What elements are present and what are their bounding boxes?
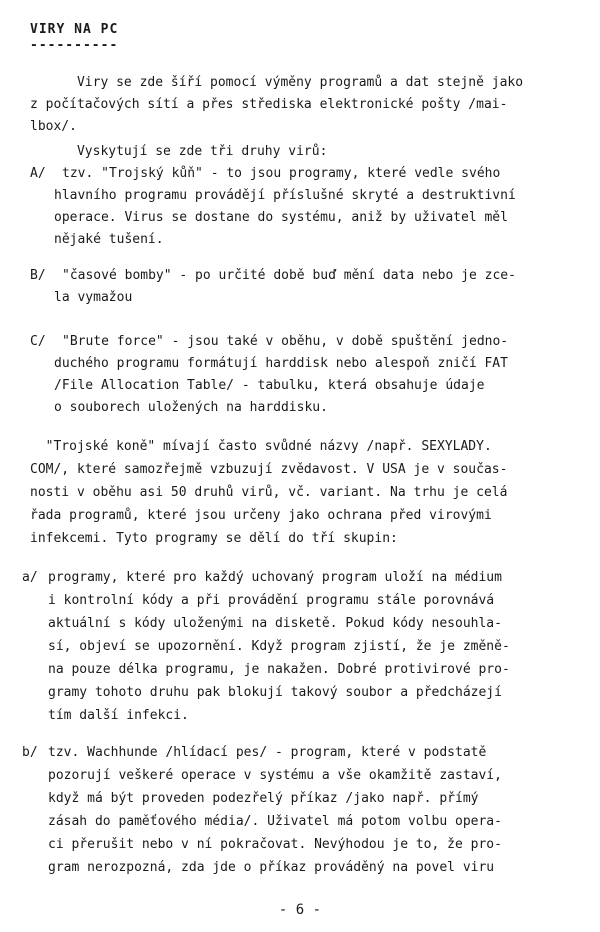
list-marker: b/ [22, 745, 38, 760]
list-marker: a/ [22, 570, 38, 585]
text-line: gramy tohoto druhu pak blokují takový soubor a předcházejí [48, 685, 502, 700]
text-line: "časové bomby" - po určité době buď mění data nebo je zce- [62, 268, 516, 283]
types-intro: Vyskytují se zde tři druhy virů: [30, 144, 328, 159]
text-line: na pouze délka programu, je nakažen. Dobré protivirové pro- [48, 662, 510, 677]
text-line: "Brute force" - jsou také v oběhu, v době spuštění jedno- [62, 334, 509, 349]
text-line: tzv. "Trojský kůň" - to jsou programy, které vedle svého [62, 166, 501, 181]
title-underline: ---------- [30, 38, 119, 53]
list-marker: A/ [30, 166, 46, 181]
text-line: z počítačových sítí a přes střediska elektronické pošty /mai- [30, 97, 508, 112]
text-line: operace. Virus se dostane do systému, aniž by uživatel měl [54, 210, 508, 225]
text-line: infekcemi. Tyto programy se dělí do tří skupin: [30, 531, 398, 546]
text-line: lbox/. [30, 119, 77, 134]
text-line: Viry se zde šíří pomocí výměny programů a dat stejně jako [30, 75, 524, 90]
text-line: la vymažou [54, 290, 133, 305]
text-line: tzv. Wachhunde /hlídací pes/ - program, které v podstatě [48, 745, 487, 760]
text-line: pozorují veškeré operace v systému a vše okamžitě zastaví, [48, 768, 502, 783]
list-marker: C/ [30, 334, 46, 349]
text-line: gram nerozpozná, zda jde o příkaz prováděný na povel viru [48, 860, 495, 875]
text-line: "Trojské koně" mívají často svůdné názvy /např. SEXYLADY. [30, 439, 492, 454]
text-line: /File Allocation Table/ - tabulku, která obsahuje údaje [54, 378, 485, 393]
text-line: COM/, které samozřejmě vzbuzují zvědavost. V USA je v součas- [30, 462, 508, 477]
text-line: když má být proveden podezřelý příkaz /jako např. přímý [48, 791, 479, 806]
text-line: zásah do paměťového média/. Uživatel má potom volbu opera- [48, 814, 502, 829]
text-line: nosti v oběhu asi 50 druhů virů, vč. variant. Na trhu je celá [30, 485, 508, 500]
list-marker: B/ [30, 268, 46, 283]
document-title: VIRY NA PC [30, 22, 119, 37]
text-line: o souborech uložených na harddisku. [54, 400, 328, 415]
text-line: aktuální s kódy uloženými na disketě. Pokud kódy nesouhla- [48, 616, 502, 631]
text-line: řada programů, které jsou určeny jako ochrana před virovými [30, 508, 492, 523]
text-line: ci přerušit nebo v ní pokračovat. Nevýhodou je to, že pro- [48, 837, 502, 852]
text-line: programy, které pro každý uchovaný program uloží na médium [48, 570, 502, 585]
page-number: - 6 - [278, 902, 322, 918]
text-line: hlavního programu provádějí příslušné skryté a destruktivní [54, 188, 516, 203]
text-line: sí, objeví se upozornění. Když program zjistí, že je změně- [48, 639, 510, 654]
text-line: duchého programu formátují harddisk nebo alespoň zničí FAT [54, 356, 508, 371]
text-line: i kontrolní kódy a při provádění programu stále porovnává [48, 593, 495, 608]
text-line: nějaké tušení. [54, 232, 164, 247]
text-line: tím další infekci. [48, 708, 189, 723]
